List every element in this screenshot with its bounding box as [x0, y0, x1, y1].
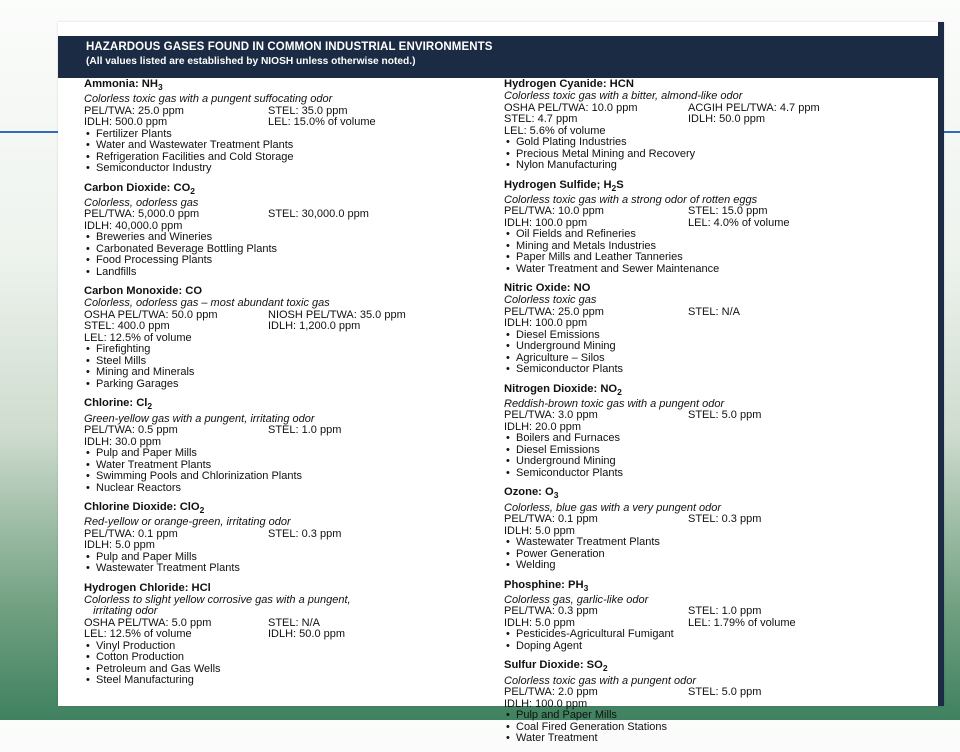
limit-value: IDLH: 5.0 ppm: [504, 524, 575, 537]
limit-value: PEL/TWA: 25.0 ppm: [504, 305, 604, 318]
limit-value: STEL: 5.0 ppm: [688, 409, 762, 422]
industry-item: • Parking Garages: [84, 379, 494, 391]
gas-entry: [84, 501, 494, 575]
gas-name: Hydrogen Cyanide: HCN: [504, 78, 634, 90]
gas-entry: [504, 179, 924, 276]
gas-entry: [504, 659, 924, 744]
gas-description: Red-yellow or orange-green, irritating odor: [84, 516, 291, 529]
industry-item: • Doping Agent: [504, 641, 924, 653]
industry-item: • Refrigeration Facilities and Cold Storage: [84, 152, 494, 164]
industry-item: • Semiconductor Plants: [504, 468, 924, 480]
document-title: HAZARDOUS GASES FOUND IN COMMON INDUSTRIAL ENVIRONMENTS: [86, 41, 493, 53]
industry-item: • Semiconductor Plants: [504, 364, 924, 376]
subscript: 2: [190, 185, 196, 196]
gas-description: Colorless, odorless gas – most abundant toxic gas: [84, 297, 330, 310]
limit-value: IDLH: 100.0 ppm: [504, 317, 588, 330]
limit-value: IDLH: 30.0 ppm: [84, 435, 162, 448]
limit-value: STEL: 35.0 ppm: [268, 104, 348, 117]
gas-description: Colorless, blue gas with a very pungent odor: [504, 501, 722, 514]
limit-value: IDLH: 5.0 ppm: [504, 616, 575, 629]
limit-value: IDLH: 100.0 ppm: [504, 216, 588, 229]
subscript: 2: [199, 505, 205, 516]
limit-value: LEL: 4.0% of volume: [688, 216, 790, 229]
limit-value: PEL/TWA: 0.3 ppm: [504, 605, 598, 618]
gas-description: Green-yellow gas with a pungent, irritating odor: [84, 412, 315, 425]
industry-item: • Firefighting: [84, 344, 494, 356]
exposure-limits-row: [504, 318, 924, 330]
industry-item: • Semiconductor Industry: [84, 163, 494, 175]
gas-name: Ammonia: $NH_3$: [84, 78, 163, 93]
industry-item: • Nuclear Reactors: [84, 483, 494, 495]
industry-item: • Underground Mining: [504, 341, 924, 353]
exposure-limits-row: [84, 425, 494, 437]
limit-value: PEL/TWA: 3.0 ppm: [504, 409, 598, 422]
industry-item: • Precious Metal Mining and Recovery: [504, 149, 924, 161]
subscript: 2: [602, 663, 608, 674]
limit-value: PEL/TWA: 0.1 ppm: [84, 527, 178, 540]
industry-item: • Power Generation: [504, 549, 924, 561]
industry-item: • Petroleum and Gas Wells: [84, 664, 494, 676]
gas-description: Colorless gas, garlic-like odor: [504, 593, 649, 606]
industry-item: • Agriculture – Silos: [504, 353, 924, 365]
gas-description: irritating odor: [84, 605, 158, 618]
industry-item: • Landfills: [84, 267, 494, 279]
industry-item: • Pulp and Paper Mills: [84, 448, 494, 460]
gas-entry: [504, 579, 924, 653]
document-page: [58, 22, 944, 745]
industry-item: • Carbonated Beverage Bottling Plants: [84, 244, 494, 256]
subscript: 2: [611, 182, 617, 193]
industry-list: [84, 129, 494, 175]
industry-item: • Paper Mills and Leather Tanneries: [504, 252, 924, 264]
gas-description: Reddish-brown toxic gas with a pungent odor: [504, 397, 725, 410]
industry-item: • Pulp and Paper Mills: [84, 552, 494, 564]
industry-list: [84, 552, 494, 575]
exposure-limits-row: [504, 206, 924, 218]
industry-item: • Gold Plating Industries: [504, 137, 924, 149]
subscript: 3: [157, 82, 163, 93]
limit-value: STEL: 30,000.0 ppm: [268, 208, 369, 221]
limit-value: OSHA PEL/TWA: 10.0 ppm: [504, 101, 638, 114]
gas-entry: [504, 486, 924, 571]
industry-item: • Swimming Pools and Chlorinization Plants: [84, 471, 494, 483]
industry-item: • Water Treatment and Sewer Maintenance: [504, 264, 924, 276]
limit-value: PEL/TWA: 0.5 ppm: [84, 424, 178, 437]
gas-entry: [84, 78, 494, 175]
limit-value: IDLH: 50.0 ppm: [268, 628, 346, 641]
limit-value: STEL: 400.0 ppm: [84, 320, 170, 333]
industry-item: • Cotton Production: [84, 652, 494, 664]
industry-item: • Vinyl Production: [84, 641, 494, 653]
limit-value: IDLH: 40,000.0 ppm: [84, 219, 183, 232]
limit-value: IDLH: 100.0 ppm: [504, 697, 588, 710]
limit-value: STEL: 4.7 ppm: [504, 113, 578, 125]
limit-value: OSHA PEL/TWA: 50.0 ppm: [84, 308, 218, 321]
limit-value: STEL: 0.3 ppm: [268, 527, 342, 540]
industry-item: • Mining and Minerals: [84, 367, 494, 379]
industry-list: [504, 629, 924, 652]
industry-item: • Water and Wastewater Treatment Plants: [84, 140, 494, 152]
industry-item: • Oil Fields and Refineries: [504, 229, 924, 241]
industry-list: [504, 710, 924, 745]
gas-description: Colorless toxic gas with a strong odor of rotten eggs: [504, 193, 758, 206]
limit-value: PEL/TWA: 25.0 ppm: [84, 104, 184, 117]
industry-item: • Pulp and Paper Mills: [504, 710, 924, 722]
industry-item: • Wastewater Treatment Plants: [504, 537, 924, 549]
gas-entry: [84, 182, 494, 279]
industry-item: • Fertilizer Plants: [84, 129, 494, 141]
gas-name: Hydrogen Chloride: HCl: [84, 581, 211, 594]
gas-entry: [84, 285, 494, 390]
exposure-limits-row: [504, 687, 924, 699]
exposure-limits-row: [84, 117, 494, 129]
industry-item: • Breweries and Wineries: [84, 232, 494, 244]
limit-value: STEL: 15.0 ppm: [688, 205, 768, 218]
industry-item: • Nylon Manufacturing: [504, 160, 924, 172]
industry-list: [504, 433, 924, 479]
limit-value: IDLH: 20.0 ppm: [504, 420, 582, 433]
subscript: 3: [583, 582, 589, 593]
industry-list: [504, 537, 924, 572]
exposure-limits-row: [504, 514, 924, 526]
industry-item: • Boilers and Furnaces: [504, 433, 924, 445]
title-banner: [58, 36, 938, 78]
industry-item: • Diesel Emissions: [504, 330, 924, 342]
industry-list: [84, 641, 494, 687]
gas-name: Chlorine Dioxide: ClO$_2$: [84, 501, 205, 516]
subscript: 3: [553, 490, 559, 501]
industry-item: • Water Treatment Plants: [84, 460, 494, 472]
limit-value: IDLH: 50.0 ppm: [688, 113, 766, 125]
limit-value: LEL: 1.79% of volume: [688, 616, 796, 629]
industry-item: • Food Processing Plants: [84, 255, 494, 267]
document-edge-bar: [938, 22, 944, 706]
limit-value: OSHA PEL/TWA: 5.0 ppm: [84, 616, 212, 629]
gas-entry: [504, 282, 924, 376]
industry-item: • Coal Fired Generation Stations: [504, 722, 924, 734]
gas-name: Phosphine: $PH_3$: [504, 578, 589, 593]
limit-value: LEL: 5.6% of volume: [504, 124, 606, 137]
subscript: 2: [147, 401, 153, 412]
industry-item: • Pesticides-Agricultural Fumigant: [504, 629, 924, 641]
gas-entry: [84, 397, 494, 494]
gas-name: Sulfur Dioxide: $SO_2$: [504, 659, 608, 674]
limit-value: STEL: N/A: [688, 305, 740, 318]
industry-list: [84, 344, 494, 390]
subscript: 2: [617, 386, 622, 397]
gas-name: Chlorine: $Cl_2$: [84, 397, 153, 412]
industry-item: • Mining and Metals Industries: [504, 241, 924, 253]
limit-value: LEL: 12.5% of volume: [84, 331, 192, 344]
left-column: [84, 78, 494, 694]
limit-value: IDLH: 1,200.0 ppm: [268, 320, 361, 333]
gas-entry: [504, 78, 924, 172]
gas-name: Nitrogen Dioxide: $NO_2$: [504, 382, 622, 397]
gas-description: Colorless to slight yellow corrosive gas with a pungent,: [84, 593, 351, 606]
industry-item: • Water Treatment: [504, 733, 924, 745]
industry-list: [84, 232, 494, 278]
limit-value: NIOSH PEL/TWA: 35.0 ppm: [268, 308, 406, 321]
limit-value: LEL: 15.0% of volume: [268, 116, 376, 129]
gas-name: Ozone: $O_3$: [504, 486, 559, 501]
gas-description: Colorless, odorless gas: [84, 196, 199, 209]
limit-value: ACGIH PEL/TWA: 4.7 ppm: [688, 101, 820, 114]
gas-name: Carbon Dioxide: $CO_2$: [84, 181, 196, 196]
gas-name: Hydrogen Sulfide; $H_2S$: [504, 178, 624, 193]
limit-value: IDLH: 5.0 ppm: [84, 539, 155, 552]
gas-description: Colorless toxic gas with a pungent suffocating odor: [84, 93, 333, 106]
limit-value: PEL/TWA: 5,000.0 ppm: [84, 208, 200, 221]
industry-list: [504, 229, 924, 275]
industry-item: • Welding: [504, 560, 924, 572]
industry-list: [504, 330, 924, 376]
industry-item: • Underground Mining: [504, 456, 924, 468]
limit-value: PEL/TWA: 0.1 ppm: [504, 513, 598, 526]
limit-value: PEL/TWA: 10.0 ppm: [504, 205, 604, 218]
gas-description: Colorless toxic gas with a pungent odor: [504, 674, 696, 687]
gas-entry: [504, 383, 924, 480]
gas-description: Colorless toxic gas with a bitter, almond-like odor: [504, 90, 743, 102]
right-column: [504, 78, 924, 752]
industry-item: • Steel Manufacturing: [84, 675, 494, 687]
gas-name: Nitric Oxide: NO: [504, 282, 591, 295]
gas-description: Colorless toxic gas: [504, 294, 597, 307]
limit-value: STEL: N/A: [268, 616, 320, 629]
limit-value: IDLH: 500.0 ppm: [84, 116, 168, 129]
gas-name: Carbon Monoxide: CO: [84, 285, 203, 298]
limit-value: LEL: 12.5% of volume: [84, 628, 192, 641]
gas-entry: [84, 582, 494, 687]
limit-value: PEL/TWA: 2.0 ppm: [504, 686, 598, 699]
limit-value: STEL: 1.0 ppm: [688, 605, 762, 618]
limit-value: STEL: 0.3 ppm: [688, 513, 762, 526]
industry-list: [84, 448, 494, 494]
document-subtitle: (All values listed are established by NIOSH unless otherwise noted.): [86, 56, 416, 67]
exposure-limits-row: [504, 114, 924, 126]
industry-list: [504, 137, 924, 172]
limit-value: STEL: 1.0 ppm: [268, 424, 342, 437]
industry-item: • Steel Mills: [84, 356, 494, 368]
industry-item: • Diesel Emissions: [504, 445, 924, 457]
limit-value: STEL: 5.0 ppm: [688, 686, 762, 699]
industry-item: • Wastewater Treatment Plants: [84, 563, 494, 575]
